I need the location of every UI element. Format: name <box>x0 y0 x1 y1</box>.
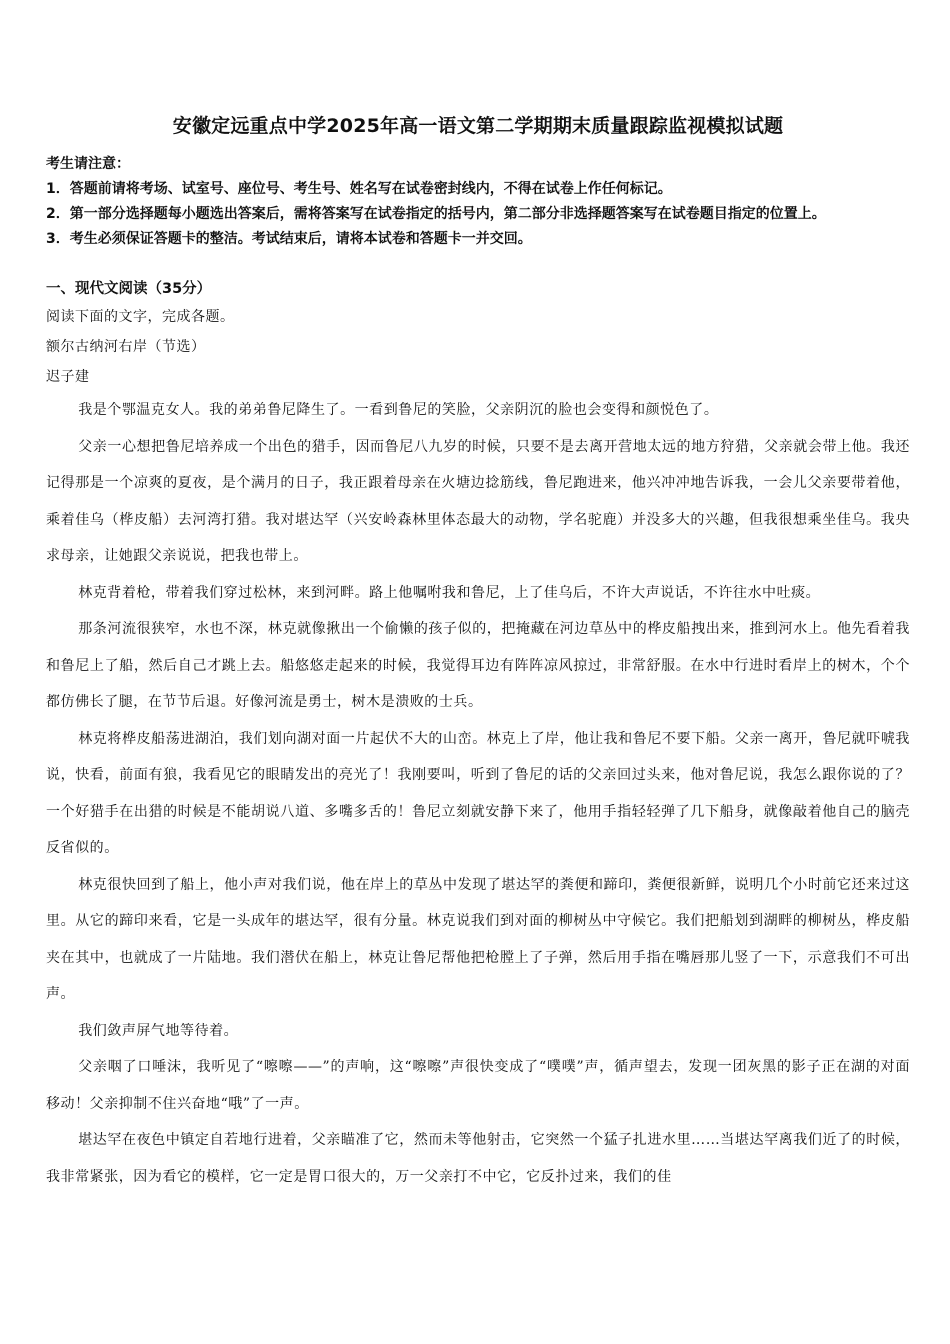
notice-item-3: 3．考生必须保证答题卡的整洁。考试结束后，请将本试卷和答题卡一并交回。 <box>46 231 532 247</box>
notice-item-2: 2．第一部分选择题每小题选出答案后，需将答案写在试卷指定的括号内，第二部分非选择题答案写在试卷题目指定的位置上。 <box>46 206 826 222</box>
notice-heading: 考生请注意： <box>46 156 130 172</box>
exam-title: 安徽定远重点中学2025年高一语文第二学期期末质量跟踪监视模拟试题 <box>172 115 784 137</box>
paragraph: 我是个鄂温克女人。我的弟弟鲁尼降生了。一看到鲁尼的笑脸，父亲阴沉的脸也会变得和颜悦色了。 <box>78 402 719 418</box>
section-heading: 一、现代文阅读（35分） <box>46 281 212 297</box>
notice-item-1: 1．答题前请将考场、试室号、座位号、考生号、姓名写在试卷密封线内，不得在试卷上作任何标记。 <box>46 181 672 197</box>
paragraph: 父亲一心想把鲁尼培养成一个出色的猎手，因而鲁尼八九岁的时候，只要不是去离开营地太远的地方狩猎，父亲就会带上他。我还记得那是一个凉爽的夏夜，是个满月的日子，我正跟着母亲在火塘边捻筋线，鲁尼跑进来，他兴冲冲地告诉我，一会儿父亲要带着他，乘着佳乌（桦皮船）去河湾打猎。我对堪达罕（兴安岭森林里体态最大的动物，学名驼鹿）并没多大的兴趣，但我很想乘坐佳乌。我央求母亲，让她跟父亲说说，把我也带上。 <box>46 438 910 564</box>
reading-instruction: 阅读下面的文字，完成各题。 <box>46 309 235 325</box>
article-title: 额尔古纳河右岸（节选） <box>46 339 206 355</box>
paragraph: 堪达罕在夜色中镇定自若地行进着，父亲瞄准了它，然而未等他射击，它突然一个猛子扎进水里……当堪达罕离我们近了的时候，我非常紧张，因为看它的模样，它一定是胃口很大的，万一父亲打不中它，它反扑过来，我们的佳 <box>46 1132 910 1185</box>
spacer <box>46 252 910 276</box>
paragraph: 林克将桦皮船荡进湖泊，我们划向湖对面一片起伏不大的山峦。林克上了岸，他让我和鲁尼不要下船。父亲一离开，鲁尼就吓唬我说，快看，前面有狼，我看见它的眼睛发出的亮光了！我刚要叫，听到了鲁尼的话的父亲回过头来，他对鲁尼说，我怎么跟你说的了？一个好猎手在出猎的时候是不能胡说八道、多嘴多舌的！鲁尼立刻就安静下来了，他用手指轻轻弹了几下船身，就像敲着他自己的脑壳反省似的。 <box>46 730 910 856</box>
paragraph: 林克背着枪，带着我们穿过松林，来到河畔。路上他嘱咐我和鲁尼，上了佳乌后，不许大声说话，不许往水中吐痰。 <box>78 584 821 601</box>
paragraph: 那条河流很狭窄，水也不深，林克就像揪出一个偷懒的孩子似的，把掩藏在河边草丛中的桦皮船拽出来，推到河水上。他先看着我和鲁尼上了船，然后自己才跳上去。船悠悠走起来的时候，我觉得耳边有阵阵凉风掠过，非常舒服。在水中行进时看岸上的树木，个个都仿佛长了腿，在节节后退。好像河流是勇士，树木是溃败的士兵。 <box>46 621 910 710</box>
article-author: 迟子建 <box>46 369 90 385</box>
paragraph: 我们敛声屏气地等待着。 <box>78 1022 239 1039</box>
article-body <box>46 392 910 1195</box>
paragraph: 林克很快回到了船上，他小声对我们说，他在岸上的草丛中发现了堪达罕的粪便和蹄印，粪便很新鲜，说明几个小时前它还来过这里。从它的蹄印来看，它是一头成年的堪达罕，很有分量。林克说我们到对面的柳树丛中守候它。我们把船划到湖畔的柳树丛，桦皮船夹在其中，也就成了一片陆地。我们潜伏在船上，林克让鲁尼帮他把枪膛上了子弹，然后用手指在嘴唇那儿竖了一下，示意我们不可出声。 <box>46 876 910 1002</box>
candidate-notice <box>46 152 910 252</box>
paragraph: 父亲咽了口唾沫，我听见了“嚓嚓——”的声响，这“嚓嚓”声很快变成了“噗噗”声，循声望去，发现一团灰黑的影子正在湖的对面移动！父亲抑制不住兴奋地“哦”了一声。 <box>46 1059 910 1112</box>
